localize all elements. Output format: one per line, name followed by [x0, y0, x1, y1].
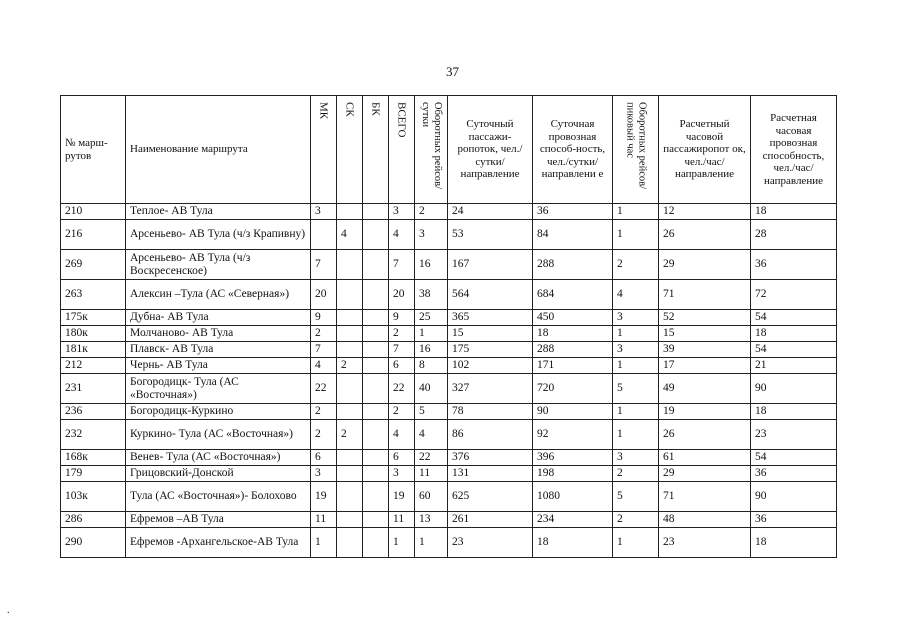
- cell-daily-flow: 167: [448, 250, 533, 280]
- routes-table: [60, 95, 837, 558]
- cell-daily-capacity: 92: [533, 420, 613, 450]
- cell-daily-capacity: 1080: [533, 482, 613, 512]
- cell-hourly-capacity: 36: [751, 512, 837, 528]
- cell-bk: [363, 280, 389, 310]
- cell-turnover-trips: 25: [415, 310, 448, 326]
- cell-sk: 2: [337, 358, 363, 374]
- cell-route-name: Алексин –Тула (АС «Северная»): [126, 280, 311, 310]
- cell-mk: 2: [311, 420, 337, 450]
- cell-route-name: Богородицк- Тула (АС «Восточная»): [126, 374, 311, 404]
- cell-peak-trips: 4: [613, 280, 659, 310]
- cell-route-no: 269: [61, 250, 126, 280]
- cell-mk: 2: [311, 326, 337, 342]
- cell-daily-flow: 131: [448, 466, 533, 482]
- header-route-no: № марш- рутов: [61, 96, 126, 204]
- cell-mk: 3: [311, 466, 337, 482]
- cell-daily-flow: 365: [448, 310, 533, 326]
- cell-bk: [363, 482, 389, 512]
- cell-mk: 19: [311, 482, 337, 512]
- cell-daily-flow: 15: [448, 326, 533, 342]
- cell-sk: [337, 466, 363, 482]
- cell-hourly-flow: 39: [659, 342, 751, 358]
- header-turnover-trips: Оборотных рейсов/сутки: [415, 96, 448, 204]
- cell-daily-flow: 78: [448, 404, 533, 420]
- cell-route-name: Теплое- АВ Тула: [126, 204, 311, 220]
- cell-route-name: Богородицк-Куркино: [126, 404, 311, 420]
- cell-bk: [363, 310, 389, 326]
- cell-hourly-flow: 29: [659, 466, 751, 482]
- cell-turnover-trips: 22: [415, 450, 448, 466]
- stray-mark: .: [7, 605, 10, 616]
- cell-turnover-trips: 4: [415, 420, 448, 450]
- cell-route-name: Чернь- АВ Тула: [126, 358, 311, 374]
- table-row: [61, 528, 837, 558]
- cell-bk: [363, 420, 389, 450]
- cell-route-name: Куркино- Тула (АС «Восточная»): [126, 420, 311, 450]
- cell-total: 11: [389, 512, 415, 528]
- cell-sk: [337, 528, 363, 558]
- cell-hourly-flow: 61: [659, 450, 751, 466]
- cell-bk: [363, 528, 389, 558]
- cell-turnover-trips: 38: [415, 280, 448, 310]
- table-row: [61, 280, 837, 310]
- cell-hourly-capacity: 18: [751, 404, 837, 420]
- cell-daily-flow: 261: [448, 512, 533, 528]
- cell-turnover-trips: 16: [415, 342, 448, 358]
- cell-sk: 4: [337, 220, 363, 250]
- cell-hourly-capacity: 36: [751, 250, 837, 280]
- header-mk: МК: [311, 96, 337, 204]
- cell-turnover-trips: 16: [415, 250, 448, 280]
- cell-daily-capacity: 234: [533, 512, 613, 528]
- cell-turnover-trips: 8: [415, 358, 448, 374]
- cell-hourly-capacity: 28: [751, 220, 837, 250]
- cell-sk: [337, 482, 363, 512]
- cell-total: 3: [389, 466, 415, 482]
- cell-route-name: Арсеньево- АВ Тула (ч/з Воскресенское): [126, 250, 311, 280]
- cell-bk: [363, 404, 389, 420]
- cell-hourly-capacity: 90: [751, 482, 837, 512]
- cell-peak-trips: 1: [613, 326, 659, 342]
- cell-hourly-flow: 26: [659, 220, 751, 250]
- cell-turnover-trips: 3: [415, 220, 448, 250]
- cell-route-name: Молчаново- АВ Тула: [126, 326, 311, 342]
- cell-bk: [363, 220, 389, 250]
- cell-mk: 1: [311, 528, 337, 558]
- cell-daily-flow: 327: [448, 374, 533, 404]
- cell-daily-capacity: 450: [533, 310, 613, 326]
- cell-route-name: Тула (АС «Восточная»)- Болохово: [126, 482, 311, 512]
- table-row: [61, 342, 837, 358]
- cell-turnover-trips: 2: [415, 204, 448, 220]
- cell-route-no: 263: [61, 280, 126, 310]
- cell-route-no: 168к: [61, 450, 126, 466]
- header-peak-trips: Оборотных рейсов/ пиковый час: [613, 96, 659, 204]
- header-sk: СК: [337, 96, 363, 204]
- cell-peak-trips: 2: [613, 512, 659, 528]
- cell-sk: 2: [337, 420, 363, 450]
- cell-daily-capacity: 18: [533, 326, 613, 342]
- cell-hourly-flow: 26: [659, 420, 751, 450]
- cell-sk: [337, 450, 363, 466]
- cell-total: 2: [389, 326, 415, 342]
- cell-daily-capacity: 84: [533, 220, 613, 250]
- cell-hourly-capacity: 72: [751, 280, 837, 310]
- cell-bk: [363, 374, 389, 404]
- cell-daily-capacity: 90: [533, 404, 613, 420]
- cell-hourly-flow: 52: [659, 310, 751, 326]
- table-row: [61, 358, 837, 374]
- cell-daily-capacity: 198: [533, 466, 613, 482]
- cell-hourly-flow: 17: [659, 358, 751, 374]
- cell-mk: 22: [311, 374, 337, 404]
- cell-daily-capacity: 36: [533, 204, 613, 220]
- cell-route-no: 216: [61, 220, 126, 250]
- cell-sk: [337, 342, 363, 358]
- cell-peak-trips: 3: [613, 310, 659, 326]
- cell-daily-capacity: 684: [533, 280, 613, 310]
- cell-mk: 9: [311, 310, 337, 326]
- cell-route-no: 286: [61, 512, 126, 528]
- cell-bk: [363, 358, 389, 374]
- cell-sk: [337, 250, 363, 280]
- cell-total: 3: [389, 204, 415, 220]
- cell-daily-flow: 625: [448, 482, 533, 512]
- cell-bk: [363, 204, 389, 220]
- cell-bk: [363, 450, 389, 466]
- cell-peak-trips: 3: [613, 450, 659, 466]
- cell-hourly-flow: 71: [659, 280, 751, 310]
- cell-route-no: 175к: [61, 310, 126, 326]
- cell-daily-capacity: 288: [533, 250, 613, 280]
- cell-daily-capacity: 288: [533, 342, 613, 358]
- cell-route-no: 212: [61, 358, 126, 374]
- cell-route-name: Венев- Тула (АС «Восточная»): [126, 450, 311, 466]
- cell-sk: [337, 512, 363, 528]
- cell-hourly-flow: 49: [659, 374, 751, 404]
- cell-total: 9: [389, 310, 415, 326]
- table-row: [61, 250, 837, 280]
- cell-sk: [337, 374, 363, 404]
- cell-daily-capacity: 18: [533, 528, 613, 558]
- cell-turnover-trips: 1: [415, 528, 448, 558]
- cell-bk: [363, 250, 389, 280]
- cell-hourly-flow: 48: [659, 512, 751, 528]
- header-hourly-flow: Расчетный часовой пассажиропот ок, чел./час/ направление: [659, 96, 751, 204]
- cell-peak-trips: 3: [613, 342, 659, 358]
- cell-daily-flow: 23: [448, 528, 533, 558]
- cell-mk: 2: [311, 404, 337, 420]
- cell-mk: 4: [311, 358, 337, 374]
- header-bk: БК: [363, 96, 389, 204]
- cell-mk: 6: [311, 450, 337, 466]
- cell-hourly-capacity: 90: [751, 374, 837, 404]
- cell-total: 6: [389, 450, 415, 466]
- cell-turnover-trips: 40: [415, 374, 448, 404]
- cell-mk: 11: [311, 512, 337, 528]
- cell-sk: [337, 310, 363, 326]
- cell-bk: [363, 326, 389, 342]
- cell-route-no: 210: [61, 204, 126, 220]
- cell-total: 22: [389, 374, 415, 404]
- table-row: [61, 450, 837, 466]
- cell-total: 20: [389, 280, 415, 310]
- table-row: [61, 466, 837, 482]
- cell-route-no: 180к: [61, 326, 126, 342]
- cell-peak-trips: 2: [613, 466, 659, 482]
- header-hourly-capacity: Расчетная часовая провозная способность, чел./час/ направление: [751, 96, 837, 204]
- cell-bk: [363, 512, 389, 528]
- cell-bk: [363, 342, 389, 358]
- cell-daily-capacity: 396: [533, 450, 613, 466]
- cell-hourly-flow: 12: [659, 204, 751, 220]
- cell-total: 1: [389, 528, 415, 558]
- table-row: [61, 326, 837, 342]
- cell-bk: [363, 466, 389, 482]
- cell-turnover-trips: 5: [415, 404, 448, 420]
- cell-daily-flow: 24: [448, 204, 533, 220]
- header-daily-flow: Суточный пассажи-ропоток, чел./сутки/ направление: [448, 96, 533, 204]
- cell-peak-trips: 1: [613, 404, 659, 420]
- cell-mk: [311, 220, 337, 250]
- cell-sk: [337, 326, 363, 342]
- cell-sk: [337, 280, 363, 310]
- cell-hourly-capacity: 21: [751, 358, 837, 374]
- cell-route-name: Плавск- АВ Тула: [126, 342, 311, 358]
- cell-sk: [337, 204, 363, 220]
- cell-daily-flow: 175: [448, 342, 533, 358]
- cell-peak-trips: 5: [613, 374, 659, 404]
- page-number: 37: [446, 64, 459, 79]
- cell-hourly-capacity: 36: [751, 466, 837, 482]
- header-total: ВСЕГО: [389, 96, 415, 204]
- cell-turnover-trips: 60: [415, 482, 448, 512]
- header-route-name: Наименование маршрута: [126, 96, 311, 204]
- cell-total: 7: [389, 342, 415, 358]
- table-row: [61, 374, 837, 404]
- cell-hourly-flow: 15: [659, 326, 751, 342]
- cell-route-name: Арсеньево- АВ Тула (ч/з Крапивну): [126, 220, 311, 250]
- cell-route-name: Ефремов –АВ Тула: [126, 512, 311, 528]
- cell-hourly-flow: 71: [659, 482, 751, 512]
- cell-peak-trips: 1: [613, 358, 659, 374]
- cell-daily-flow: 53: [448, 220, 533, 250]
- table-row: [61, 482, 837, 512]
- cell-route-no: 231: [61, 374, 126, 404]
- cell-daily-flow: 564: [448, 280, 533, 310]
- table-row: [61, 420, 837, 450]
- cell-mk: 7: [311, 342, 337, 358]
- cell-route-no: 181к: [61, 342, 126, 358]
- cell-route-no: 232: [61, 420, 126, 450]
- cell-hourly-capacity: 18: [751, 326, 837, 342]
- cell-mk: 20: [311, 280, 337, 310]
- cell-hourly-capacity: 54: [751, 342, 837, 358]
- cell-peak-trips: 1: [613, 528, 659, 558]
- cell-hourly-capacity: 54: [751, 310, 837, 326]
- cell-hourly-capacity: 18: [751, 528, 837, 558]
- table-row: [61, 512, 837, 528]
- cell-route-name: Ефремов -Архангельское-АВ Тула: [126, 528, 311, 558]
- cell-route-name: Грицовский-Донской: [126, 466, 311, 482]
- cell-peak-trips: 1: [613, 220, 659, 250]
- cell-daily-capacity: 171: [533, 358, 613, 374]
- cell-daily-flow: 376: [448, 450, 533, 466]
- cell-total: 4: [389, 420, 415, 450]
- cell-hourly-flow: 19: [659, 404, 751, 420]
- cell-route-no: 179: [61, 466, 126, 482]
- cell-daily-flow: 86: [448, 420, 533, 450]
- cell-turnover-trips: 11: [415, 466, 448, 482]
- header-daily-capacity: Суточная провозная способ-ность, чел./сутки/ направлени е: [533, 96, 613, 204]
- cell-daily-capacity: 720: [533, 374, 613, 404]
- cell-total: 7: [389, 250, 415, 280]
- cell-sk: [337, 404, 363, 420]
- cell-total: 6: [389, 358, 415, 374]
- cell-route-no: 103к: [61, 482, 126, 512]
- table-row: [61, 220, 837, 250]
- cell-peak-trips: 2: [613, 250, 659, 280]
- cell-turnover-trips: 1: [415, 326, 448, 342]
- cell-mk: 7: [311, 250, 337, 280]
- table-row: [61, 404, 837, 420]
- table-header-row: [61, 96, 837, 204]
- cell-hourly-capacity: 54: [751, 450, 837, 466]
- cell-hourly-capacity: 23: [751, 420, 837, 450]
- cell-mk: 3: [311, 204, 337, 220]
- cell-peak-trips: 1: [613, 204, 659, 220]
- cell-total: 2: [389, 404, 415, 420]
- cell-hourly-flow: 23: [659, 528, 751, 558]
- table-row: [61, 204, 837, 220]
- cell-route-name: Дубна- АВ Тула: [126, 310, 311, 326]
- cell-peak-trips: 5: [613, 482, 659, 512]
- cell-turnover-trips: 13: [415, 512, 448, 528]
- cell-daily-flow: 102: [448, 358, 533, 374]
- cell-total: 4: [389, 220, 415, 250]
- cell-route-no: 236: [61, 404, 126, 420]
- cell-route-no: 290: [61, 528, 126, 558]
- cell-hourly-flow: 29: [659, 250, 751, 280]
- table-row: [61, 310, 837, 326]
- cell-total: 19: [389, 482, 415, 512]
- cell-peak-trips: 1: [613, 420, 659, 450]
- cell-hourly-capacity: 18: [751, 204, 837, 220]
